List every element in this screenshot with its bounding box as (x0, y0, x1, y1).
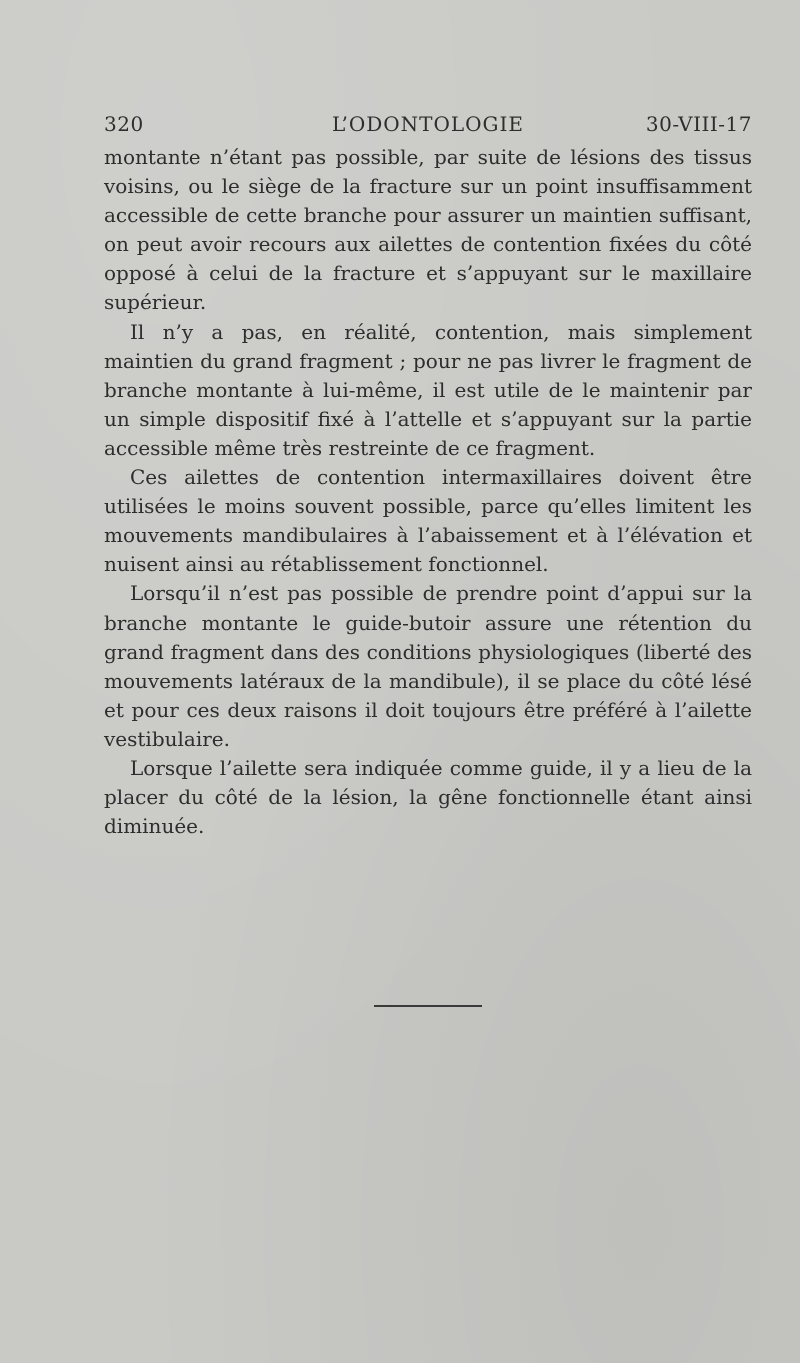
paragraph: Il n’y a pas, en réalité, contention, mais simplement maintien du grand fragment ; pour ne pas livrer le fragment de branche montante à lui-même, il est utile de le maintenir par un simple dispositif fixé à l’attelle et s’appuyant sur la partie accessible même très restreinte de ce fragment. (104, 319, 752, 460)
issue-date: 30-VIII-17 (645, 112, 752, 136)
journal-title: L’ODONTOLOGIE (331, 112, 525, 136)
page-number: 320 (104, 112, 144, 136)
paragraph-continued: montante n’étant pas possible, par suite de lésions des tissus voisins, ou le siège de la fracture sur un point insuffisamment accessible de cette branche pour assurer un maintien suffisant, on peut avoir recours aux ailettes de contention fixées du côté opposé à celui de la fracture et s’appuyant sur le maxillaire supérieur. (104, 145, 752, 315)
body-text (104, 143, 752, 841)
running-header (104, 110, 752, 138)
section-end-rule (374, 1005, 482, 1007)
paragraph: Lorsqu’il n’est pas possible de prendre point d’appui sur la branche montante le guide-butoir assure une rétention du grand fragment dans des conditions physiologiques (liberté des mouvements latéraux de la mandibule), il se place du côté lésé et pour ces deux raisons il doit toujours être préféré à l’ailette vestibulaire. (104, 581, 752, 751)
paragraph: Lorsque l’ailette sera indiquée comme guide, il y a lieu de la placer du côté de la lésion, la gêne fonctionnelle étant ainsi diminuée. (104, 755, 752, 839)
paragraph: Ces ailettes de contention intermaxillaires doivent être utilisées le moins souvent possible, parce qu’elles limitent les mouvements mandibulaires à l’abaissement et à l’élévation et nuisent ainsi au rétablissement fonctionnel. (104, 465, 752, 577)
